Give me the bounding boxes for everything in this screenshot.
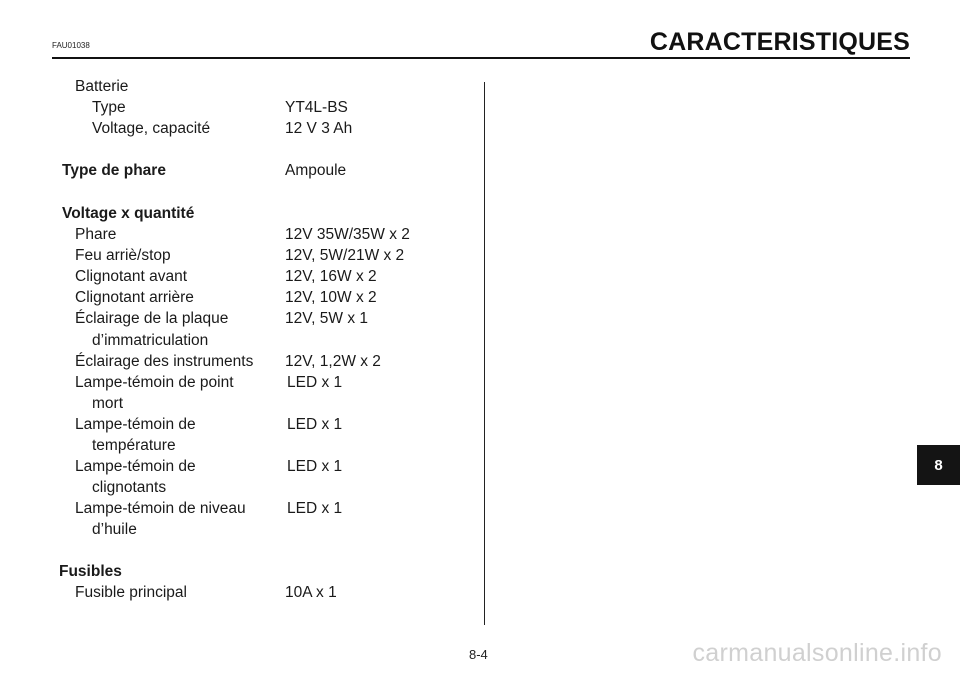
chapter-number: 8	[934, 456, 943, 474]
spec-label: Éclairage des instruments	[75, 353, 254, 370]
spec-value: YT4L-BS	[285, 99, 348, 116]
spec-label: Type	[92, 99, 126, 116]
spec-value: 12V, 10W x 2	[285, 289, 377, 306]
spec-value: 12V 35W/35W x 2	[285, 226, 410, 243]
column-divider	[484, 82, 485, 625]
battery-title: Batterie	[75, 78, 129, 95]
spec-label: Éclairage de la plaque	[75, 310, 229, 327]
spec-label: Lampe-témoin de	[75, 416, 196, 433]
spec-label: Clignotant avant	[75, 268, 188, 285]
page-number: 8-4	[469, 647, 488, 662]
spec-label-continued: température	[92, 437, 176, 454]
spec-label: Lampe-témoin de niveau	[75, 500, 246, 517]
watermark: carmanualsonline.info	[692, 639, 942, 667]
bulbs-title: Voltage x quantité	[62, 205, 195, 222]
spec-label: Type de phare	[62, 162, 166, 179]
spec-label-continued: clignotants	[92, 479, 167, 496]
spec-value: 12V, 16W x 2	[285, 268, 377, 285]
spec-label: Fusible principal	[75, 584, 187, 601]
spec-value: LED x 1	[287, 416, 343, 433]
spec-label: Feu arriè/stop	[75, 247, 171, 264]
spec-label-continued: d’huile	[92, 521, 137, 538]
spec-value: 12V, 5W/21W x 2	[285, 247, 405, 264]
header-rule	[52, 57, 910, 59]
spec-label: Phare	[75, 226, 117, 243]
spec-value: LED x 1	[287, 458, 343, 475]
spec-label: Clignotant arrière	[75, 289, 194, 306]
spec-value: 12 V 3 Ah	[285, 120, 353, 137]
chapter-tab	[917, 445, 960, 485]
spec-value: 12V, 1,2W x 2	[285, 353, 381, 370]
spec-label-continued: mort	[92, 395, 123, 412]
spec-value: Ampoule	[285, 162, 347, 179]
spec-value: LED x 1	[287, 500, 343, 517]
spec-label: Lampe-témoin de	[75, 458, 196, 475]
spec-value: 12V, 5W x 1	[285, 310, 369, 327]
document-code: FAU01038	[52, 41, 90, 50]
spec-value: 10A x 1	[285, 584, 337, 601]
fuses-title: Fusibles	[59, 563, 122, 580]
spec-label: Voltage, capacité	[92, 120, 211, 137]
spec-value: LED x 1	[287, 374, 343, 391]
spec-label-continued: d’immatriculation	[92, 332, 209, 349]
spec-label: Lampe-témoin de point	[75, 374, 234, 391]
page-title: CARACTERISTIQUES	[649, 28, 910, 56]
